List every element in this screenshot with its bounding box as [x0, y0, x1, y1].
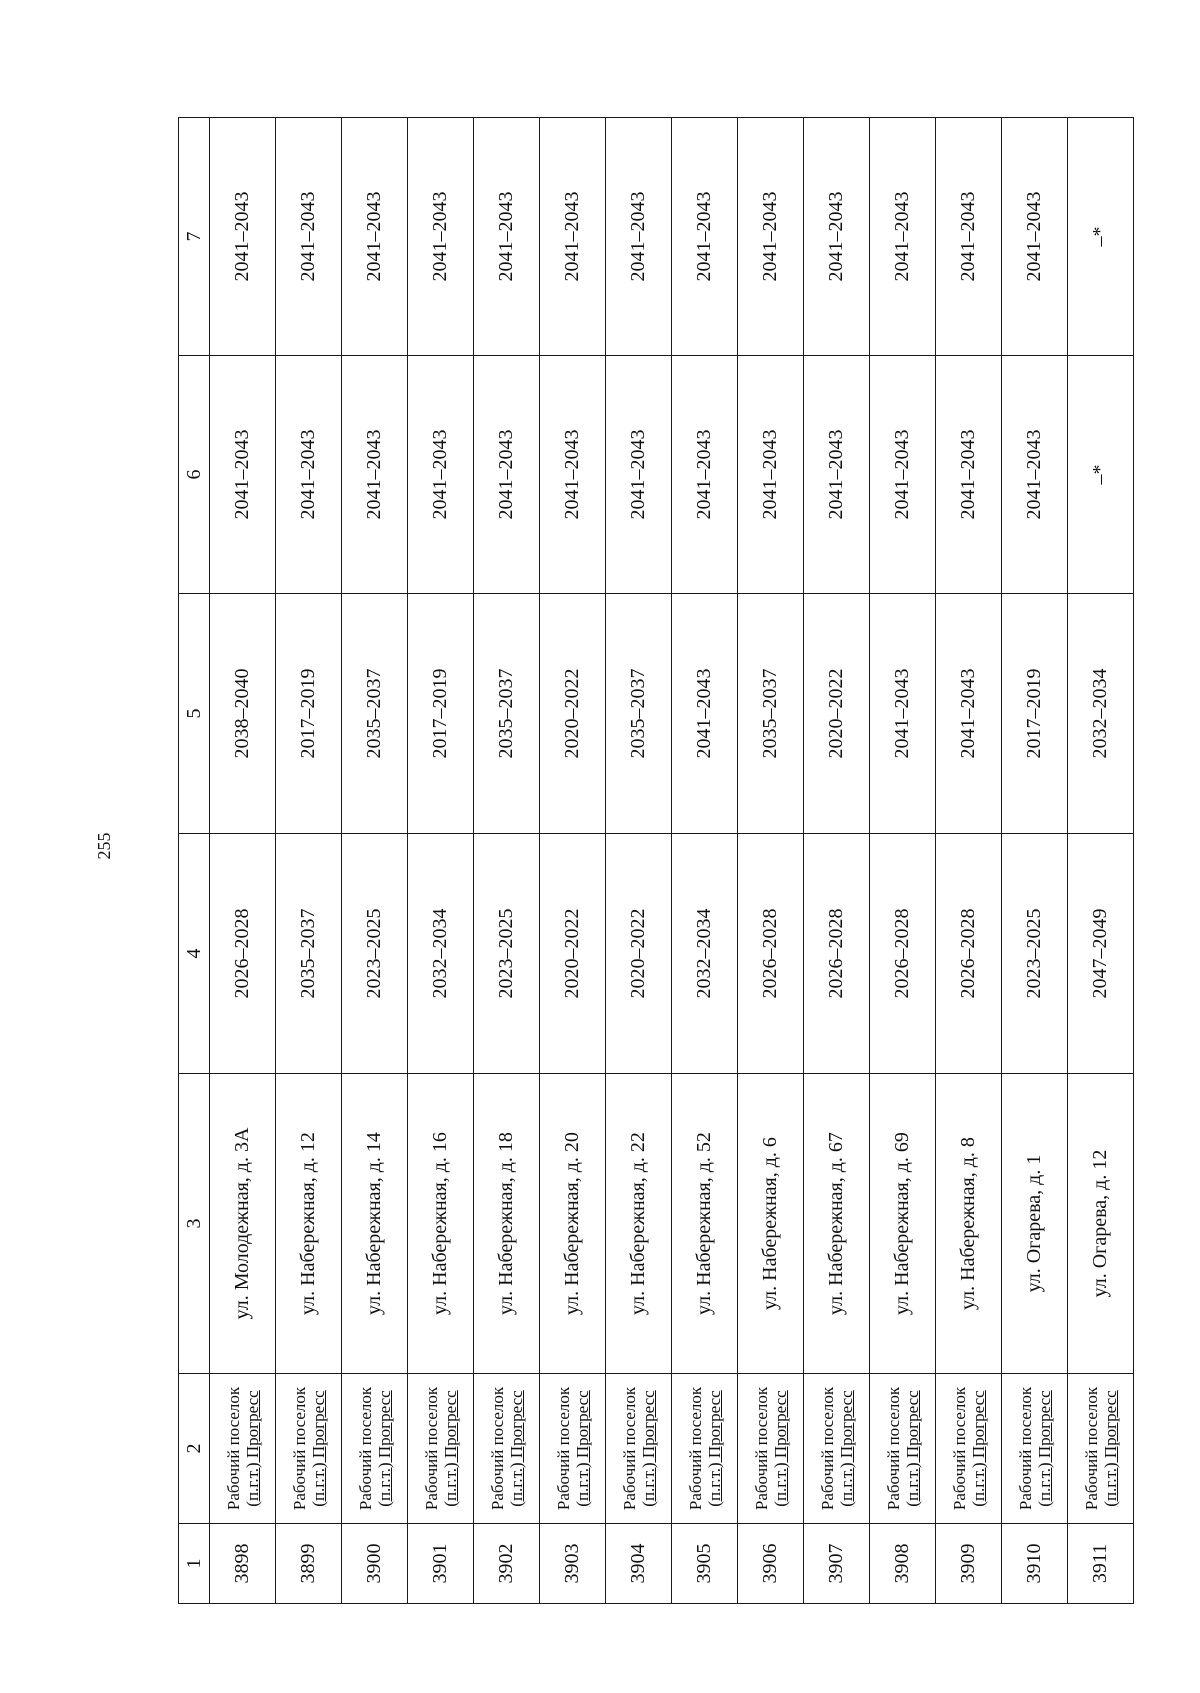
settlement-cell: [870, 1374, 936, 1524]
column-header: 4: [179, 834, 210, 1074]
settlement-cell: [210, 1374, 276, 1524]
row-number: 3911: [1068, 1524, 1134, 1604]
row-number: 3906: [738, 1524, 804, 1604]
table-row: [606, 118, 672, 1604]
row-number: 3902: [474, 1524, 540, 1604]
settlement-line1: Рабочий поселок: [355, 1386, 375, 1511]
period-cell: 2017–2019: [1002, 594, 1068, 834]
settlement-cell: [672, 1374, 738, 1524]
period-cell: 2041–2043: [870, 356, 936, 594]
period-cell: 2041–2043: [408, 118, 474, 356]
period-cell: 2041–2043: [672, 356, 738, 594]
period-cell: 2041–2043: [210, 356, 276, 594]
period-cell: 2035–2037: [276, 834, 342, 1074]
period-cell: 2020–2022: [804, 594, 870, 834]
period-cell: 2041–2043: [936, 118, 1002, 356]
period-cell: 2041–2043: [408, 356, 474, 594]
table-row: [1068, 118, 1134, 1604]
period-cell: 2017–2019: [276, 594, 342, 834]
period-cell: 2041–2043: [870, 118, 936, 356]
row-number: 3909: [936, 1524, 1002, 1604]
settlement-line2: (п.г.т.) Прогресс: [968, 1390, 988, 1507]
address-cell: ул. Набережная, д. 6: [738, 1074, 804, 1374]
period-cell: 2041–2043: [276, 356, 342, 594]
address-cell: ул. Набережная, д. 14: [342, 1074, 408, 1374]
period-cell: 2041–2043: [342, 356, 408, 594]
table-body: [210, 118, 1134, 1604]
table-row: [540, 118, 606, 1604]
table-row: [474, 118, 540, 1604]
settlement-cell: [342, 1374, 408, 1524]
table-rotation: [178, 118, 1126, 1604]
settlement-cell: [606, 1374, 672, 1524]
table-row: [804, 118, 870, 1604]
settlement-cell: [474, 1374, 540, 1524]
settlement-line1: Рабочий поселок: [223, 1386, 243, 1511]
settlement-line2: (п.г.т.) Прогресс: [704, 1390, 724, 1507]
settlement-line2: (п.г.т.) Прогресс: [440, 1390, 460, 1507]
period-cell: 2041–2043: [1002, 356, 1068, 594]
period-cell: 2041–2043: [606, 118, 672, 356]
period-cell: 2026–2028: [210, 834, 276, 1074]
column-header: 2: [179, 1374, 210, 1524]
period-cell: 2023–2025: [474, 834, 540, 1074]
settlement-line2: (п.г.т.) Прогресс: [1034, 1390, 1054, 1507]
address-cell: ул. Набережная, д. 8: [936, 1074, 1002, 1374]
settlement-line1: Рабочий поселок: [619, 1386, 639, 1511]
settlement-line1: Рабочий поселок: [553, 1386, 573, 1511]
period-cell: 2041–2043: [474, 118, 540, 356]
row-number: 3900: [342, 1524, 408, 1604]
address-cell: ул. Набережная, д. 20: [540, 1074, 606, 1374]
period-cell: 2035–2037: [474, 594, 540, 834]
period-cell: 2041–2043: [276, 118, 342, 356]
settlement-cell: [738, 1374, 804, 1524]
settlement-line2: (п.г.т.) Прогресс: [374, 1390, 394, 1507]
row-number: 3901: [408, 1524, 474, 1604]
settlement-line1: Рабочий поселок: [289, 1386, 309, 1511]
settlement-cell: [804, 1374, 870, 1524]
period-cell: 2026–2028: [870, 834, 936, 1074]
address-cell: ул. Набережная, д. 52: [672, 1074, 738, 1374]
period-cell: 2041–2043: [540, 118, 606, 356]
period-cell: 2041–2043: [474, 356, 540, 594]
table-row: [672, 118, 738, 1604]
table-row: [936, 118, 1002, 1604]
address-cell: ул. Набережная, д. 12: [276, 1074, 342, 1374]
period-cell: 2035–2037: [342, 594, 408, 834]
period-cell: 2041–2043: [540, 356, 606, 594]
period-cell: –*: [1068, 118, 1134, 356]
settlement-line2: (п.г.т.) Прогресс: [242, 1390, 262, 1507]
period-cell: 2026–2028: [804, 834, 870, 1074]
period-cell: 2041–2043: [738, 118, 804, 356]
address-cell: ул. Молодежная, д. 3А: [210, 1074, 276, 1374]
settlement-cell: [408, 1374, 474, 1524]
column-header: 3: [179, 1074, 210, 1374]
period-cell: 2041–2043: [804, 356, 870, 594]
settlement-cell: [1068, 1374, 1134, 1524]
housing-repair-table: [178, 117, 1134, 1604]
period-cell: 2020–2022: [606, 834, 672, 1074]
address-cell: ул. Набережная, д. 18: [474, 1074, 540, 1374]
period-cell: 2032–2034: [1068, 594, 1134, 834]
table-row: [408, 118, 474, 1604]
period-cell: 2038–2040: [210, 594, 276, 834]
period-cell: 2023–2025: [342, 834, 408, 1074]
period-cell: 2041–2043: [672, 118, 738, 356]
period-cell: 2041–2043: [606, 356, 672, 594]
settlement-cell: [540, 1374, 606, 1524]
period-cell: 2041–2043: [1002, 118, 1068, 356]
period-cell: 2041–2043: [936, 356, 1002, 594]
column-header: 5: [179, 594, 210, 834]
row-number: 3910: [1002, 1524, 1068, 1604]
row-number: 3908: [870, 1524, 936, 1604]
table-row: [276, 118, 342, 1604]
settlement-line1: Рабочий поселок: [883, 1386, 903, 1511]
settlement-line1: Рабочий поселок: [817, 1386, 837, 1511]
table-row: [210, 118, 276, 1604]
period-cell: 2023–2025: [1002, 834, 1068, 1074]
settlement-line2: (п.г.т.) Прогресс: [308, 1390, 328, 1507]
settlement-line2: (п.г.т.) Прогресс: [638, 1390, 658, 1507]
row-number: 3898: [210, 1524, 276, 1604]
period-cell: 2041–2043: [672, 594, 738, 834]
address-cell: ул. Набережная, д. 67: [804, 1074, 870, 1374]
settlement-line1: Рабочий поселок: [751, 1386, 771, 1511]
period-cell: 2032–2034: [672, 834, 738, 1074]
period-cell: 2032–2034: [408, 834, 474, 1074]
settlement-line1: Рабочий поселок: [421, 1386, 441, 1511]
period-cell: 2047–2049: [1068, 834, 1134, 1074]
settlement-line1: Рабочий поселок: [1081, 1386, 1101, 1511]
period-cell: 2035–2037: [606, 594, 672, 834]
row-number: 3905: [672, 1524, 738, 1604]
address-cell: ул. Набережная, д. 16: [408, 1074, 474, 1374]
settlement-line2: (п.г.т.) Прогресс: [770, 1390, 790, 1507]
settlement-line1: Рабочий поселок: [949, 1386, 969, 1511]
table-row: [870, 118, 936, 1604]
page-number: 255: [94, 832, 114, 860]
period-cell: 2041–2043: [804, 118, 870, 356]
period-cell: 2041–2043: [342, 118, 408, 356]
settlement-line2: (п.г.т.) Прогресс: [506, 1390, 526, 1507]
period-cell: 2026–2028: [738, 834, 804, 1074]
table-row: [1002, 118, 1068, 1604]
settlement-cell: [1002, 1374, 1068, 1524]
row-number: 3899: [276, 1524, 342, 1604]
period-cell: 2026–2028: [936, 834, 1002, 1074]
address-cell: ул. Огарева, д. 12: [1068, 1074, 1134, 1374]
column-header: 1: [179, 1524, 210, 1604]
period-cell: 2017–2019: [408, 594, 474, 834]
row-number: 3907: [804, 1524, 870, 1604]
address-cell: ул. Набережная, д. 69: [870, 1074, 936, 1374]
settlement-line2: (п.г.т.) Прогресс: [836, 1390, 856, 1507]
table-row: [738, 118, 804, 1604]
settlement-line1: Рабочий поселок: [1015, 1386, 1035, 1511]
column-header: 6: [179, 356, 210, 594]
settlement-line1: Рабочий поселок: [487, 1386, 507, 1511]
period-cell: 2020–2022: [540, 594, 606, 834]
period-cell: 2020–2022: [540, 834, 606, 1074]
table-row: [342, 118, 408, 1604]
settlement-cell: [276, 1374, 342, 1524]
period-cell: –*: [1068, 356, 1134, 594]
period-cell: 2041–2043: [738, 356, 804, 594]
row-number: 3904: [606, 1524, 672, 1604]
settlement-line2: (п.г.т.) Прогресс: [572, 1390, 592, 1507]
settlement-line2: (п.г.т.) Прогресс: [902, 1390, 922, 1507]
period-cell: 2041–2043: [870, 594, 936, 834]
settlement-line1: Рабочий поселок: [685, 1386, 705, 1511]
period-cell: 2041–2043: [210, 118, 276, 356]
header-row: [179, 118, 210, 1604]
settlement-cell: [936, 1374, 1002, 1524]
address-cell: ул. Набережная, д. 22: [606, 1074, 672, 1374]
period-cell: 2035–2037: [738, 594, 804, 834]
row-number: 3903: [540, 1524, 606, 1604]
address-cell: ул. Огарева, д. 1: [1002, 1074, 1068, 1374]
period-cell: 2041–2043: [936, 594, 1002, 834]
column-header: 7: [179, 118, 210, 356]
settlement-line2: (п.г.т.) Прогресс: [1100, 1390, 1120, 1507]
table-container: [178, 118, 1126, 1604]
